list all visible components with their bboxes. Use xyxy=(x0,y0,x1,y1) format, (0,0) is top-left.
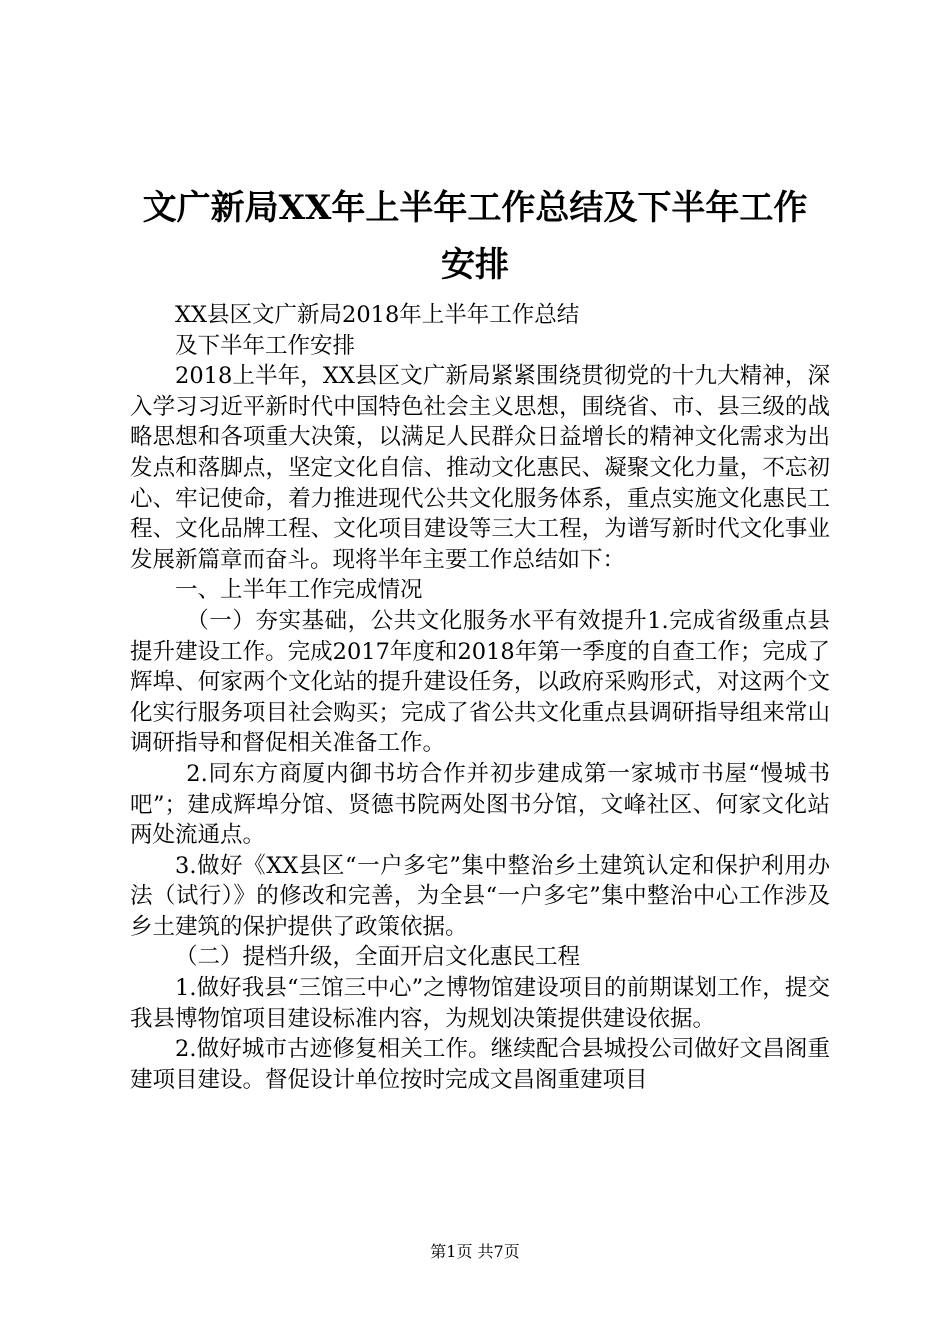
body-paragraph: 3.做好《XX县区“一户多宅”集中整治乡土建筑认定和保护利用办法（试行）》的修改和完善，为全县“一户多宅”集中整治中心工作涉及乡土建筑的保护提供了政策依据。 xyxy=(130,852,830,940)
document-body xyxy=(130,300,830,1095)
section-heading: （二）提档升级，全面开启文化惠民工程 xyxy=(175,944,581,971)
document-title-line-1: 文广新局XX年上半年工作总结及下半年工作 xyxy=(142,188,808,228)
body-paragraph: 2.做好城市古迹修复相关工作。继续配合县城投公司做好文昌阁重建项目建设。督促设计单位按时完成文昌阁重建项目 xyxy=(130,1036,830,1093)
page-footer: 第1页 共7页 xyxy=(430,1242,520,1261)
body-paragraph: 1.做好我县“三馆三中心”之博物馆建设项目的前期谋划工作，提交我县博物馆项目建设标准内容，为规划决策提供建设依据。 xyxy=(130,975,830,1032)
body-paragraph: 2.同东方商厦内御书坊合作并初步建成第一家城市书屋“慢城书吧”；建成辉埠分馆、贤德书院两处图书分馆，文峰社区、何家文化站两处流通点。 xyxy=(130,760,830,849)
document-title-line-2: 安排 xyxy=(441,245,509,285)
section-heading: 一、上半年工作完成情况 xyxy=(175,577,423,604)
body-paragraph: （一）夯实基础，公共文化服务水平有效提升1.完成省级重点县提升建设工作。完成2017年度和2018年第一季度的自查工作；完成了辉埠、何家两个文化站的提升建设任务，以政府采购形式，对这两个文化实行服务项目社会购买；完成了省公共文化重点县调研指导组来常山调研指导和督促相关准备工作。 xyxy=(130,607,830,757)
subtitle-line-2: 及下半年工作安排 xyxy=(175,332,356,359)
subtitle-line-1: XX县区文广新局2018年上半年工作总结 xyxy=(175,302,580,328)
body-paragraph: 2018上半年，XX县区文广新局紧紧围绕贯彻党的十九大精神，深入学习习近平新时代中国特色社会主义思想，围绕省、市、县三级的战略思想和各项重大决策，以满足人民群众日益增长的精神文化需求为出发点和落脚点，坚定文化自信、推动文化惠民、凝聚文化力量，不忘初心、牢记使命，着力推进现代公共文化服务体系，重点实施文化惠民工程、文化品牌工程、文化项目建设等三大工程，为谱写新时代文化事业发展新篇章而奋斗。现将半年主要工作总结如下： xyxy=(130,363,830,573)
